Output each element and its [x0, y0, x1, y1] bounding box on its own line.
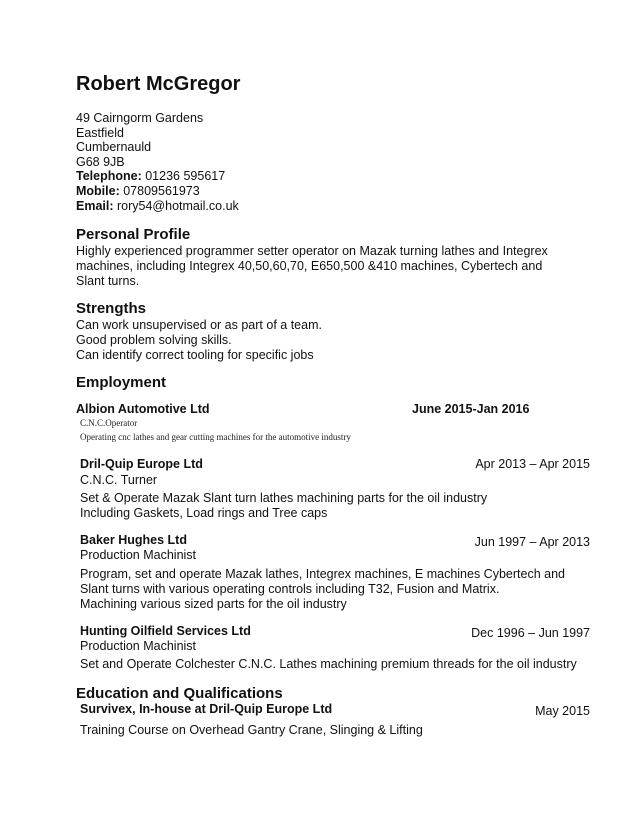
email-line — [76, 199, 239, 214]
education-date: May 2015 — [535, 704, 590, 718]
job-detail: Slant turns with various operating controls including T32, Fusion and Matrix. — [80, 582, 500, 596]
job-company: Baker Hughes Ltd — [80, 533, 187, 547]
job-detail: Including Gaskets, Load rings and Tree caps — [80, 506, 328, 520]
address-line: Cumbernauld — [76, 140, 152, 155]
mobile-line — [76, 184, 239, 199]
education-title: Survivex, In-house at Dril-Quip Europe Ltd — [80, 702, 333, 716]
email-label: Email: — [76, 198, 114, 213]
job-detail: Set and Operate Colchester C.N.C. Lathes machining premium threads for the oil industry — [80, 657, 577, 671]
job-detail: Operating cnc lathes and gear cutting machines for the automotive industry — [80, 432, 351, 442]
address-line: Eastfield — [76, 125, 124, 140]
job-role: Production Machinist — [80, 548, 197, 562]
education-heading: Education and Qualifications — [76, 685, 283, 702]
job-company: Dril-Quip Europe Ltd — [80, 457, 203, 471]
job-dates: June 2015-Jan 2016 — [412, 402, 530, 416]
profile-line: Highly experienced programmer setter operator on Mazak turning lathes and Integrex — [76, 244, 548, 258]
profile-heading: Personal Profile — [76, 226, 191, 243]
telephone-label: Telephone: — [76, 169, 142, 184]
mobile-label: Mobile: — [76, 183, 120, 198]
address-line: 49 Cairngorm Gardens — [76, 111, 204, 125]
candidate-name: Robert McGregor — [76, 73, 241, 95]
profile-line: Slant turns. — [76, 274, 140, 289]
job-role: C.N.C.Operator — [80, 418, 138, 428]
job-role: C.N.C. Turner — [80, 473, 158, 487]
mobile-value: 07809561973 — [123, 183, 200, 198]
education-detail: Training Course on Overhead Gantry Crane, Slinging & Lifting — [80, 723, 423, 737]
job-detail: Set & Operate Mazak Slant turn lathes machining parts for the oil industry — [80, 491, 488, 505]
job-dates: Dec 1996 – Jun 1997 — [471, 626, 590, 640]
job-detail: Machining various sized parts for the oil industry — [80, 597, 347, 611]
telephone-value: 01236 595617 — [145, 169, 226, 184]
job-role: Production Machinist — [80, 639, 197, 653]
strength-item: Good problem solving skills. — [76, 333, 232, 348]
profile-line: machines, including Integrex 40,50,60,70, E650,500 &410 machines, Cybertech and — [76, 259, 543, 274]
strengths-list — [76, 318, 556, 364]
profile-text — [76, 244, 556, 290]
job-company: Albion Automotive Ltd — [76, 402, 210, 416]
strengths-heading: Strengths — [76, 300, 147, 317]
job-detail: Program, set and operate Mazak lathes, Integrex machines, E machines Cybertech and — [80, 567, 565, 581]
strength-item: Can work unsupervised or as part of a team. — [76, 318, 322, 332]
job-dates: Apr 2013 – Apr 2015 — [475, 457, 590, 471]
job-dates: Jun 1997 – Apr 2013 — [474, 535, 590, 549]
contact-block — [76, 111, 239, 213]
job-company: Hunting Oilfield Services Ltd — [80, 624, 251, 638]
strength-item: Can identify correct tooling for specific jobs — [76, 348, 314, 363]
email-value: rory54@hotmail.co.uk — [117, 198, 239, 213]
telephone-line — [76, 169, 239, 184]
employment-heading: Employment — [76, 374, 167, 391]
address-line: G68 9JB — [76, 154, 125, 169]
